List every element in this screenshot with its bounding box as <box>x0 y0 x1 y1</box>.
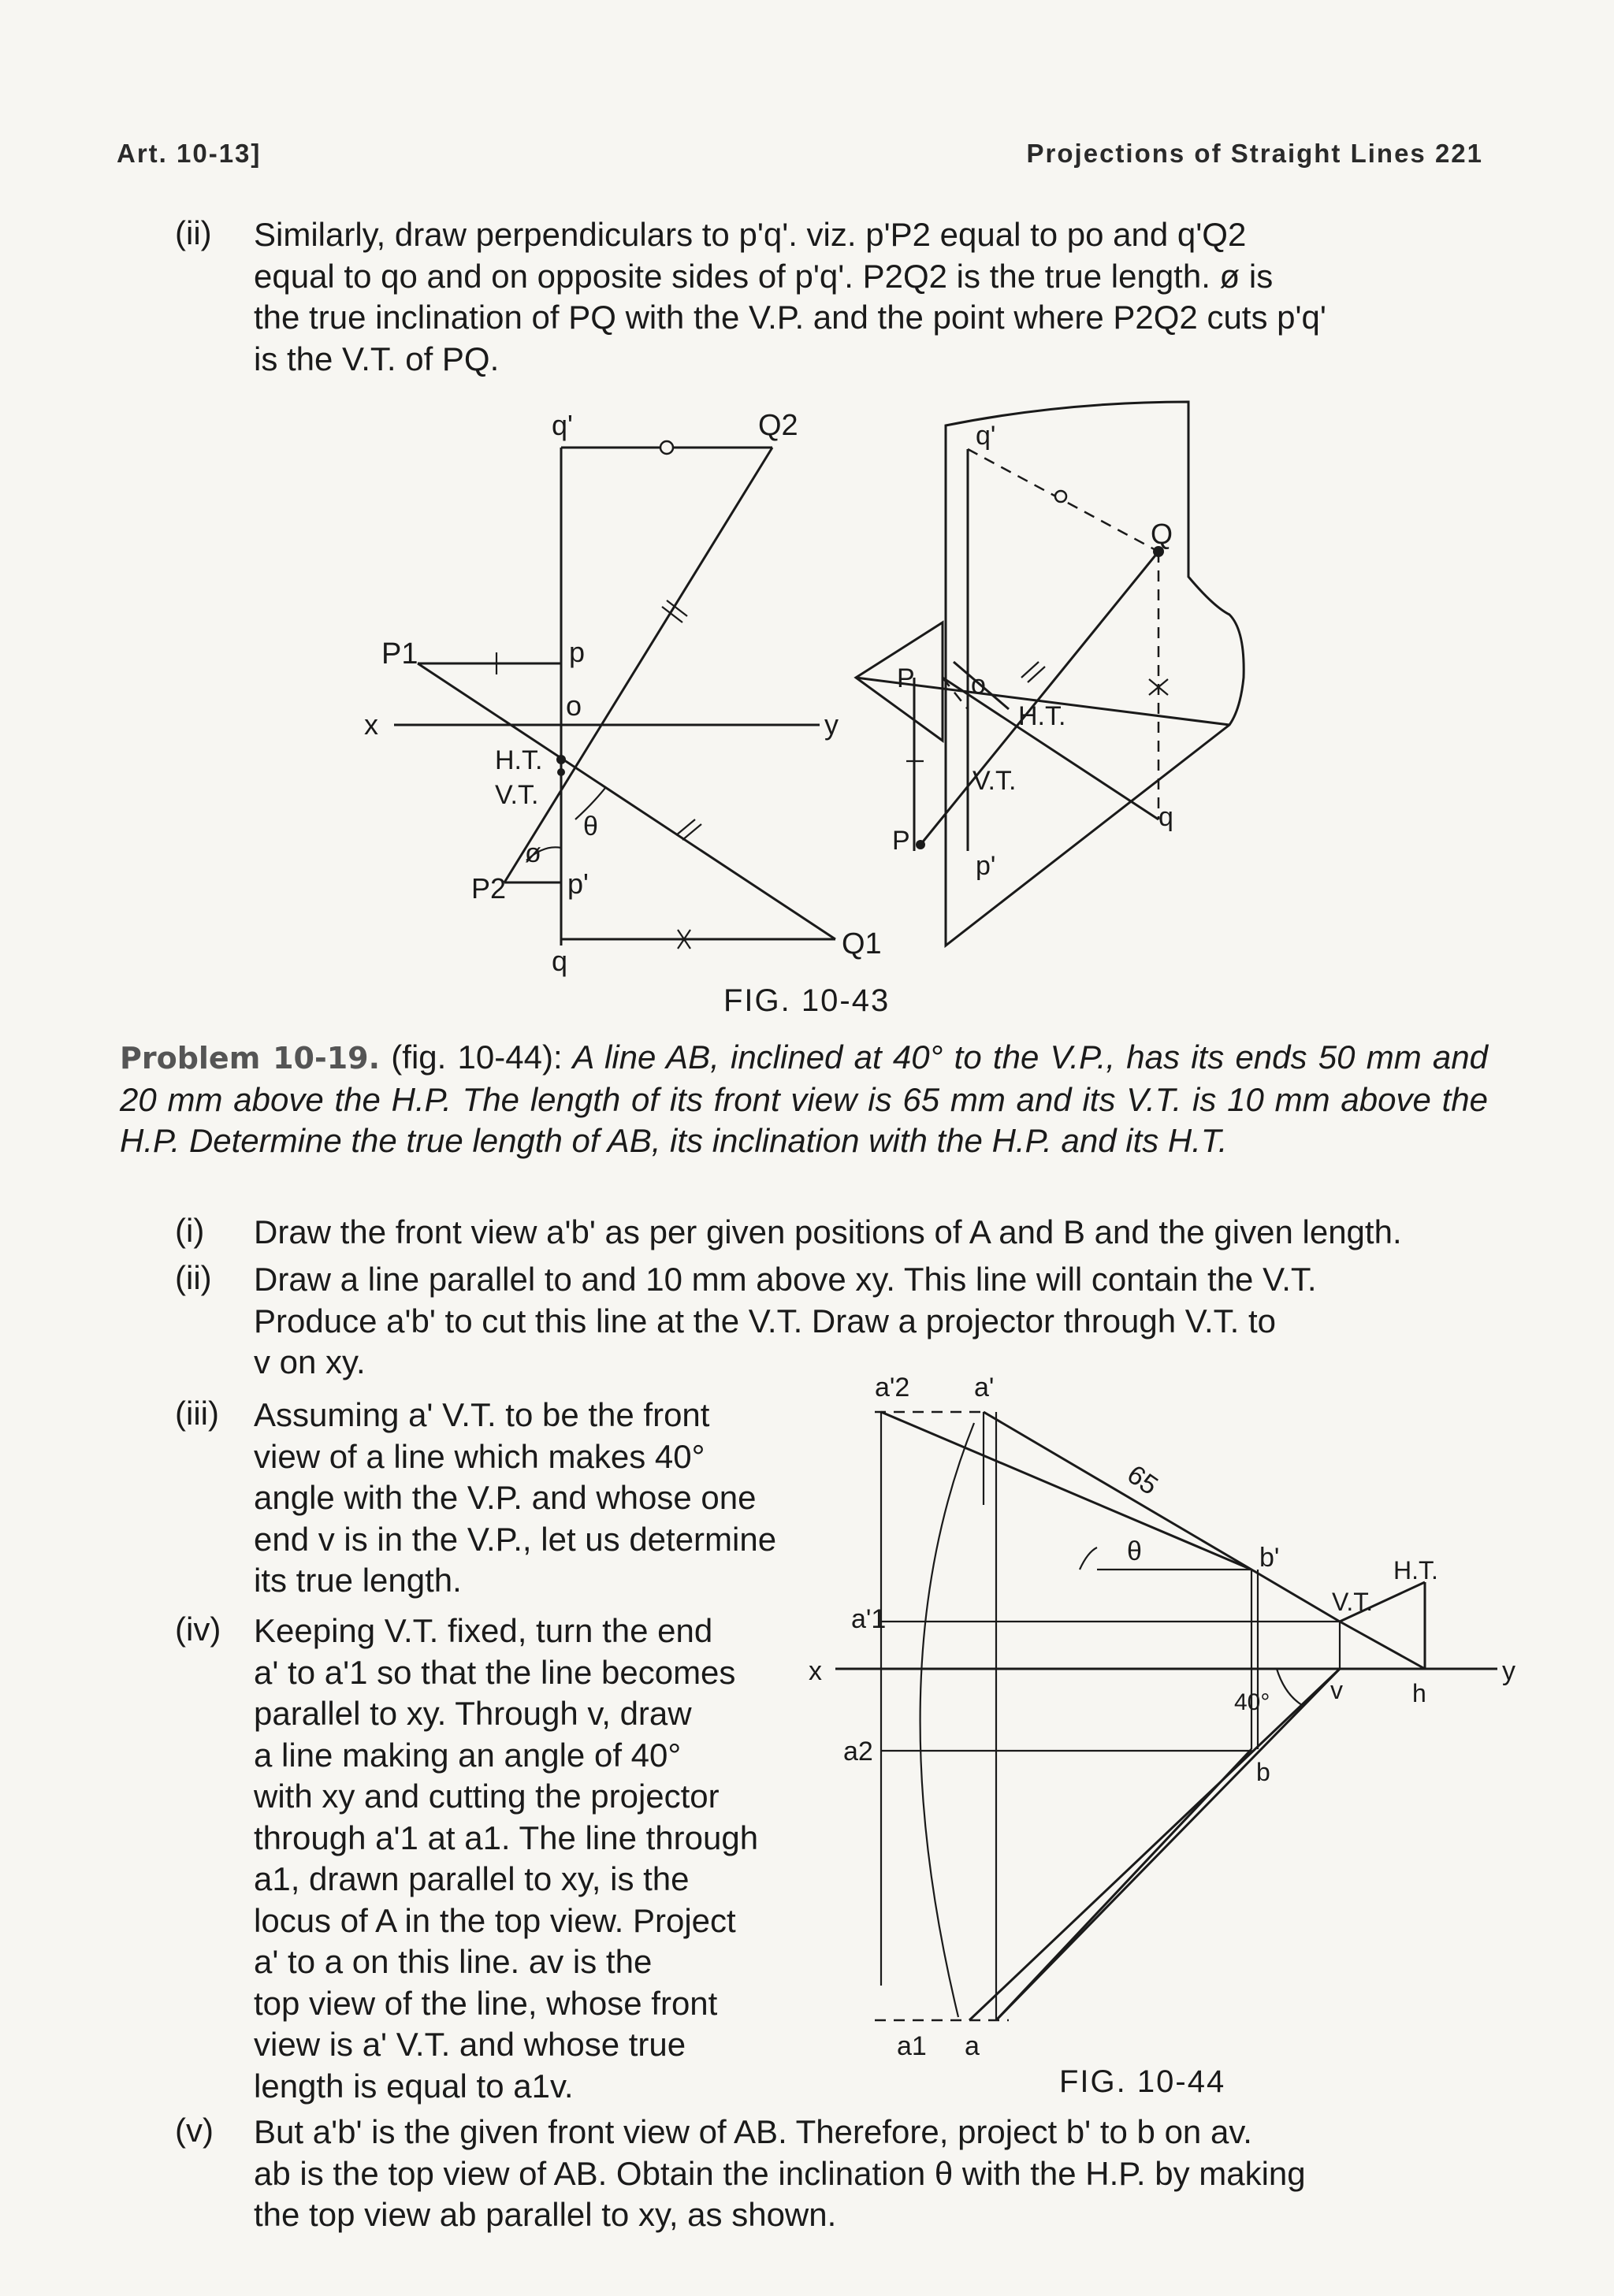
fig44-label: b' <box>1259 1543 1280 1573</box>
fig43-label: H.T. <box>1018 701 1066 731</box>
fig44-label: a'2 <box>875 1373 910 1402</box>
text-line: v on xy. <box>254 1343 366 1380</box>
text-line: angle with the V.P. and whose one <box>254 1479 757 1516</box>
step-text <box>254 1395 783 1602</box>
text-line: ab is the top view of AB. Obtain the inclination θ with the H.P. by making <box>254 2154 1306 2192</box>
fig43-label: Q1 <box>842 927 882 960</box>
text-line: Produce a'b' to cut this line at the V.T. Draw a projector through V.T. to <box>254 1302 1276 1339</box>
text-line: view is a' V.T. and whose true <box>254 2026 686 2063</box>
text-line: view of a line which makes 40° <box>254 1437 705 1475</box>
fig44-label: b <box>1256 1758 1270 1786</box>
text-line: parallel to xy. Through v, draw <box>254 1695 692 1732</box>
fig43-label: q <box>552 945 568 977</box>
fig43-label: y <box>824 708 839 741</box>
text-line: a' to a'1 so that the line becomes <box>254 1653 736 1691</box>
text-line: Draw the front view a'b' as per given positions of A and B and the given length. <box>254 1213 1402 1250</box>
text-line: through a'1 at a1. The line through <box>254 1819 759 1856</box>
fig43-label: P <box>897 663 915 693</box>
fig44-label: 40° <box>1234 1689 1270 1715</box>
text-line: equal to qo and on opposite sides of p'q'. P2Q2 is the true length. ø is <box>254 257 1274 295</box>
problem-statement <box>120 1037 1488 1162</box>
fig43-label: P1 <box>381 637 418 671</box>
text-line: the true inclination of PQ with the V.P. and the point where P2Q2 cuts p'q' <box>254 299 1326 336</box>
text-line: its true length. <box>254 1562 462 1599</box>
text-line: Similarly, draw perpendiculars to p'q'. viz. p'P2 equal to po and q'Q2 <box>254 216 1247 253</box>
step-text <box>254 1611 783 2107</box>
text-line: Keeping V.T. fixed, turn the end <box>254 1612 713 1649</box>
text-line: top view of the line, whose front <box>254 1984 718 2022</box>
fig43-label: x <box>364 708 378 741</box>
fig44-label: a1 <box>897 2031 927 2061</box>
text-line: is the V.T. of PQ. <box>254 340 500 377</box>
text-line: Draw a line parallel to and 10 mm above xy. This line will contain the V.T. <box>254 1261 1317 1298</box>
running-header-right: Projections of Straight Lines 221 <box>1026 139 1483 168</box>
fig44-label: a' <box>974 1373 995 1402</box>
fig43-label: p <box>569 636 586 668</box>
fig43-label: o <box>971 670 986 700</box>
fig43-label: o <box>566 689 582 722</box>
step-text <box>254 214 1488 380</box>
fig43-label: V.T. <box>495 780 539 810</box>
fig44-label: V.T. <box>1332 1588 1374 1616</box>
fig44-label: x <box>809 1656 822 1686</box>
text-line: a line making an angle of 40° <box>254 1736 682 1774</box>
figure-caption: FIG. 10-44 <box>1059 2064 1226 2099</box>
text-line: the top view ab parallel to xy, as shown. <box>254 2196 837 2233</box>
step-number: (iii) <box>175 1395 219 1432</box>
fig43-right-pictorial <box>856 402 1244 946</box>
problem-label: Problem 10-19. <box>120 1041 381 1076</box>
fig43-label: Q2 <box>758 409 798 442</box>
step-number: (i) <box>175 1212 205 1249</box>
fig43-label: q' <box>976 421 996 451</box>
problem-text: A line AB, inclined at 40° to the V.P., has its ends 50 mm and 20 mm above the H.P. The length of its front view is 65 mm and its V.T. is 10 mm above the H.P. Determine the true length of AB, its inclination with the H.P. and its H.T. <box>120 1038 1488 1159</box>
fig44-label: h <box>1412 1679 1426 1707</box>
fig43-label: V.T. <box>972 766 1017 796</box>
fig44-label: a <box>965 2031 980 2061</box>
text-line: Assuming a' V.T. to be the front <box>254 1396 710 1433</box>
fig44-label: θ <box>1127 1536 1142 1566</box>
step-number: (ii) <box>175 214 212 251</box>
figure-10-44 <box>804 1355 1529 2080</box>
text-line: But a'b' is the given front view of AB. Therefore, project b' to b on av. <box>254 2113 1252 2150</box>
text-line: length is equal to a1v. <box>254 2067 574 2105</box>
fig44-label: v <box>1330 1676 1343 1704</box>
fig43-label: θ <box>583 812 598 841</box>
text-line: end v is in the V.P., let us determine <box>254 1520 777 1558</box>
figure-caption: FIG. 10-43 <box>723 983 891 1018</box>
fig44-label: a'1 <box>851 1604 887 1634</box>
running-header-left: Art. 10-13] <box>117 139 262 168</box>
text-line: a' to a on this line. av is the <box>254 1943 653 1980</box>
fig43-label: H.T. <box>495 745 543 775</box>
step-text <box>254 2112 1491 2236</box>
fig43-label: ø <box>525 838 541 868</box>
fig43-label: q' <box>552 409 573 441</box>
fig43-label: Q <box>1151 518 1173 550</box>
fig43-label: q <box>1158 802 1173 832</box>
fig43-label: P2 <box>471 872 507 905</box>
text-line: locus of A in the top view. Project <box>254 1901 736 1939</box>
fig43-label: p' <box>976 851 996 881</box>
fig43-left-diagram <box>364 409 882 977</box>
step-number: (iv) <box>175 1611 221 1648</box>
fig43-label: p' <box>567 868 589 900</box>
problem-fig-ref: (fig. 10-44): <box>391 1038 563 1076</box>
fig44-label: H.T. <box>1393 1556 1438 1585</box>
step-text <box>254 1212 1491 1254</box>
fig44-label: 65 <box>1121 1459 1164 1501</box>
step-number: (v) <box>175 2112 214 2149</box>
figure-10-43 <box>0 378 1614 1009</box>
step-number: (ii) <box>175 1259 212 1296</box>
fig44-label: a2 <box>843 1737 873 1767</box>
text-line: with xy and cutting the projector <box>254 1778 720 1815</box>
fig43-label: P <box>892 826 910 856</box>
fig44-label: y <box>1502 1656 1515 1686</box>
text-line: a1, drawn parallel to xy, is the <box>254 1860 690 1897</box>
